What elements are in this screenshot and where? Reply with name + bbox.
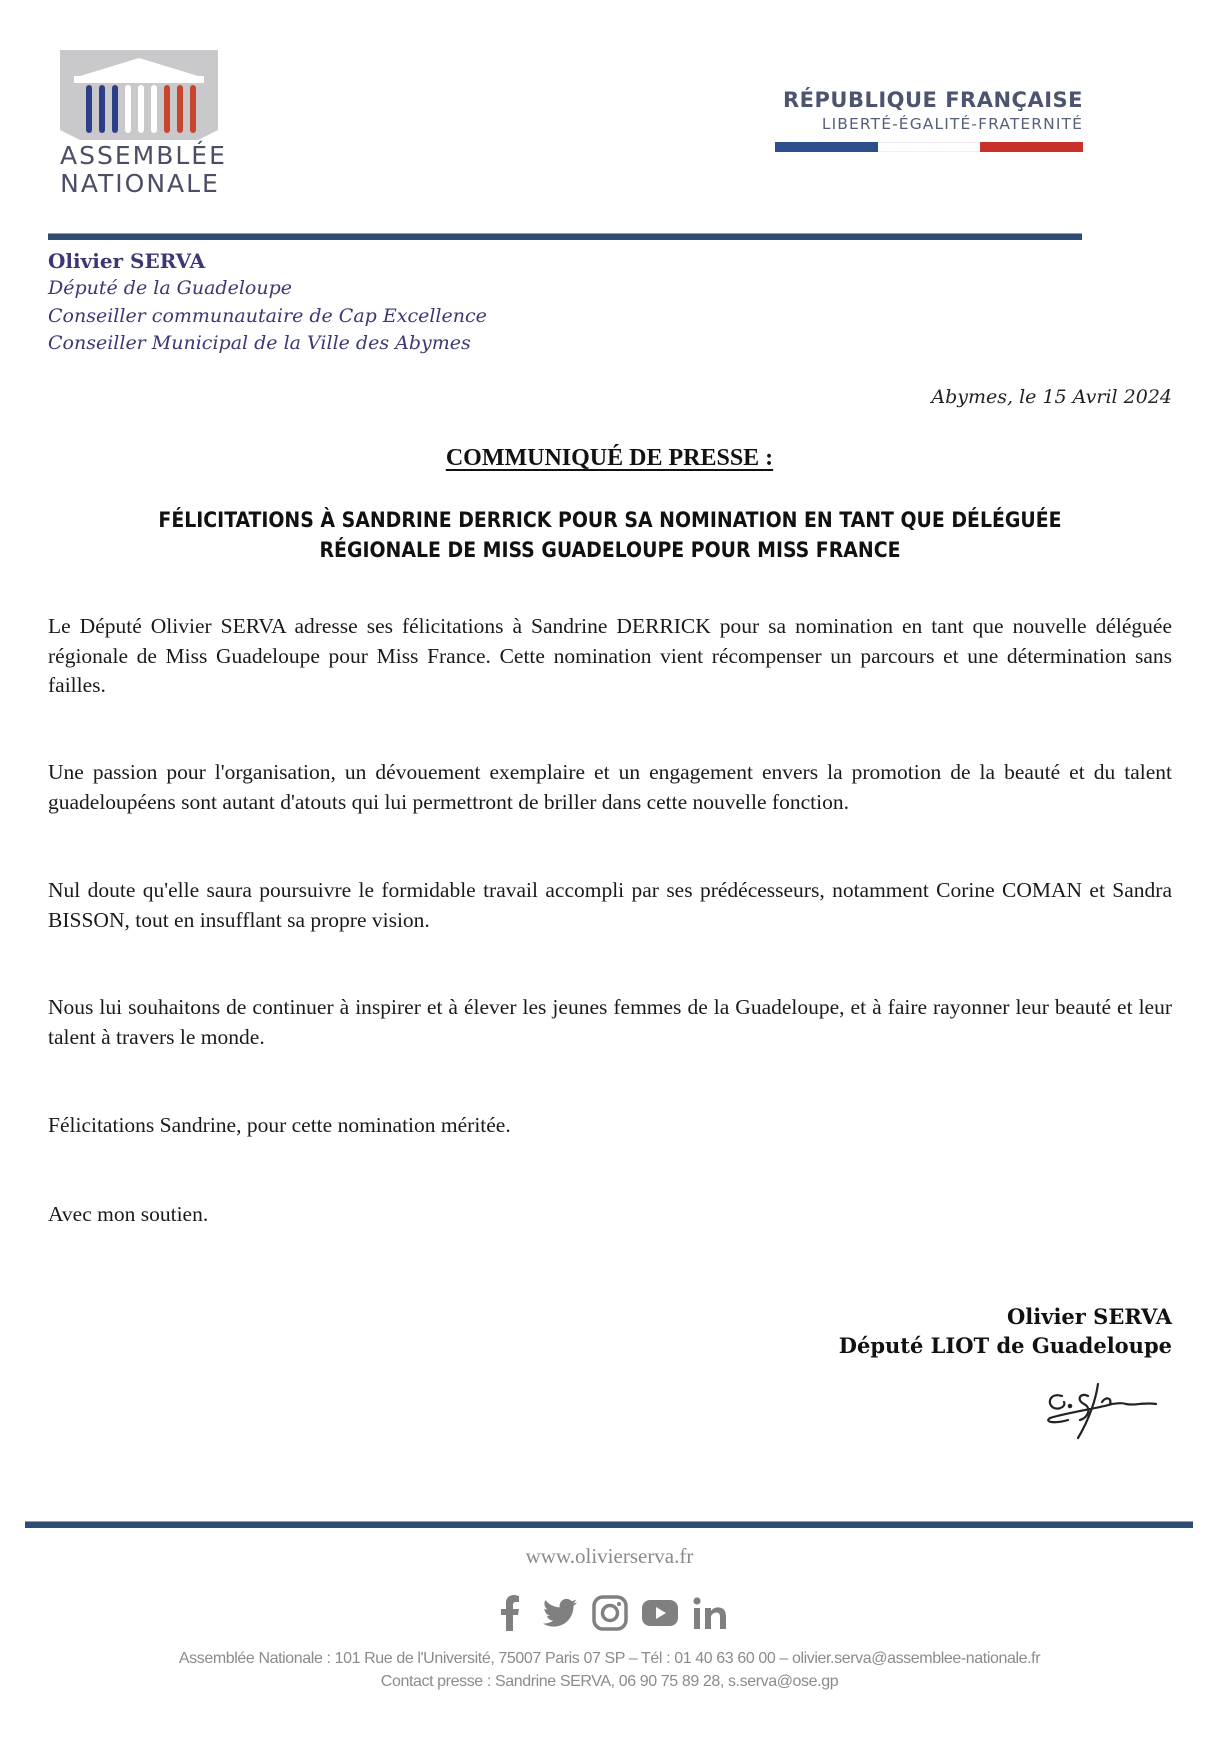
youtube-icon[interactable] — [642, 1594, 678, 1632]
signature-block — [839, 1302, 1172, 1360]
tricolor-flag-icon — [775, 142, 1083, 152]
author-role: Conseiller communautaire de Cap Excellence — [48, 304, 487, 327]
linkedin-icon[interactable] — [692, 1594, 728, 1632]
footer-divider — [25, 1521, 1193, 1528]
headline-line: RÉGIONALE DE MISS GUADELOUPE POUR MISS FRANCE — [319, 538, 901, 562]
body-paragraph: Félicitations Sandrine, pour cette nomination méritée. — [48, 1113, 511, 1137]
rf-title: RÉPUBLIQUE FRANÇAISE — [782, 88, 1083, 112]
twitter-icon[interactable] — [542, 1594, 578, 1632]
facebook-icon[interactable] — [492, 1594, 528, 1632]
handwritten-signature-icon — [1040, 1378, 1170, 1444]
logo-text-line1: ASSEMBLÉE — [60, 141, 227, 170]
author-name: Olivier SERVA — [48, 249, 206, 273]
rf-motto: LIBERTÉ-ÉGALITÉ-FRATERNITÉ — [821, 115, 1083, 133]
footer-press-contact: Contact presse : Sandrine SERVA, 06 90 75 89 28, s.serva@ose.gp — [380, 1673, 839, 1690]
author-role: Conseiller Municipal de la Ville des Abymes — [48, 332, 471, 354]
author-role: Député de la Guadeloupe — [48, 277, 292, 299]
signatory-name: Olivier SERVA — [1007, 1304, 1172, 1329]
document-date: Abymes, le 15 Avril 2024 — [931, 386, 1172, 408]
logo-text-line2: NATIONALE — [60, 169, 220, 198]
body-paragraph: Une passion pour l'organisation, un dévouement exemplaire et un engagement envers la promotion de la beauté et du talent guadeloupéens sont autant d'atouts qui lui permettront de briller dans cette nouvelle fonction. — [48, 760, 1172, 814]
header-divider — [48, 233, 1082, 240]
signatory-title: Député LIOT de Guadeloupe — [838, 1333, 1172, 1358]
website-link[interactable]: www.olivierserva.fr — [525, 1544, 694, 1568]
closing-line: Avec mon soutien. — [48, 1202, 209, 1226]
instagram-icon[interactable] — [592, 1594, 628, 1632]
footer-address: Assemblée Nationale : 101 Rue de l'Université, 75007 Paris 07 SP – Tél : 01 40 63 60 00 – olivier.serva@assemblee-nationale.fr — [178, 1650, 1041, 1667]
press-release-title: COMMUNIQUÉ DE PRESSE : — [445, 445, 774, 471]
body-paragraph: Nul doute qu'elle saura poursuivre le formidable travail accompli par ses prédécesseurs, notamment Corine COMAN et Sandra BISSON, tout en insufflant sa propre vision. — [48, 878, 1172, 932]
republique-francaise-logo — [775, 88, 1083, 152]
author-block — [48, 248, 487, 358]
assemblee-building-icon — [60, 50, 218, 140]
body-paragraph: Le Député Olivier SERVA adresse ses félicitations à Sandrine DERRICK pour sa nomination en tant que nouvelle déléguée régionale de Miss Guadeloupe pour Miss France. Cette nomination vient récompenser un parcours et une détermination sans failles. — [48, 614, 1172, 697]
body-paragraph: Nous lui souhaitons de continuer à inspirer et à élever les jeunes femmes de la Guadeloupe, et à faire rayonner leur beauté et leur talent à travers le monde. — [48, 995, 1172, 1049]
headline-line: FÉLICITATIONS À SANDRINE DERRICK POUR SA NOMINATION EN TANT QUE DÉLÉGUÉE — [158, 508, 1062, 532]
headline — [60, 505, 1160, 565]
social-links — [0, 1594, 1219, 1632]
assemblee-nationale-logo — [60, 50, 227, 198]
